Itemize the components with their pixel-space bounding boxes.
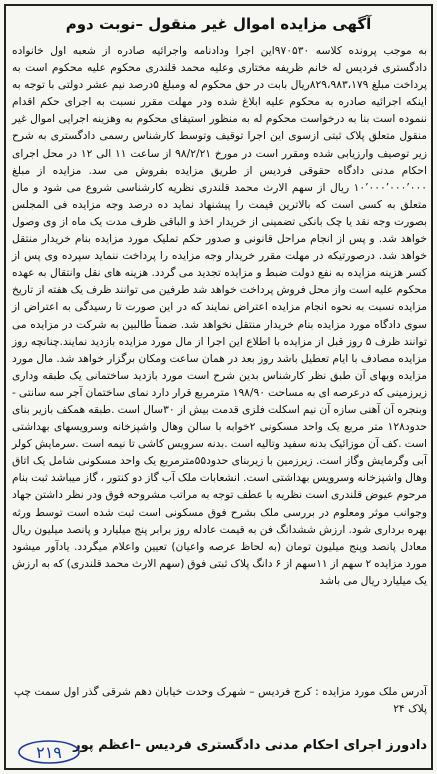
- svg-text:۲۱۹: ۲۱۹: [36, 743, 62, 762]
- notice-title: آگهی مزایده اموال غیر منقول –نوبت دوم: [65, 15, 372, 33]
- notice-body: به موجب پرونده کلاسه ۹۷۰۵۳۰این اجرا ودادنامه واجرائیه صادره از شعبه اول خانواده دادگستری فردیس له خانم ظریفه مختاری وعلیه محمد قلندری محکوم علیه محکوم است به پرداخت مبلغ ۸۲۹،۹۸۳،۱۷۹ریال بابت در حق محکوم له ومبلغ ۵درصد نیم عشر دولتی با توجه به اینکه اجرائیه صادره به محکوم علیه ابلاغ شده ودر مهلت مقرر نسبت به اجرای حکم اقدام ننموده است بنا به درخواست محکوم له به منظور استیفای محکوم به وهزینه اجرایی اموال غیر منقول متعلق پلاک ثبتی ازسوی این اجرا توقیف وتوسط کارشناس رسمی دادگستری به شرح زیر توصیف وارزیابی شده ومقرر است در مورخ ۹۸/۲/۲۱ از ساعت ۱۱ الی ۱۲ در محل اجرای احکام مدنی دادگاه حقوقی فردیس از طریق مزایده بفروش می سد. مزایده از مبلغ ۱۰٬۰۰۰٬۰۰۰٬۰۰۰ ریال از سهم الارث محمد قلندری نظریه کارشناسی شروع می شود و مال متعلق به کسی است که بالاترین قیمت را پیشنهاد نماید ده درصد وجه مزایده فی المجلس بصورت وجه نقد یا چک بانکی تضمینی از خریدار اخذ و الباقی ظرف مدت یک ماه از وی وصول خواهد شد. و پس از انجام مراحل قانونی و صدور حکم تملیک مورد مزایده بنام خریدار منتقل خواهد شد. درصورتیکه در مهلت مقرر خریدار وجه مزایده را پرداخت ننماید سپرده وی پس از کسر هزینه مزایده به نفع دولت ضبط و مزایده تجدید می گردد. هزینه های نقل وانتقال به عهده محکوم علیه است واز محل فروش پرداخت خواهد شد طرفین می توانند ظرف یک هفته از تاریخ مزایده نسبت به نحوه انجام مزایده اعتراض نمایند که در این صورت تا رسیدگی به اعتراض از سوی دادگاه مورد مزایده بنام خریدار منتقل نخواهد شد. ضمناً طالبین به شرکت در مزایده می توانند ظرف ۵ روز قبل از مزایده با اطلاع این اجرا از مال مورد مزایده بازدید نمایند.چنانچه روز مزایده مصادف با ایام تعطیل باشد روز بعد در همان ساعت ومکان برگزار خواهد شد. مال مورد مزایده وبهای آن طبق نظر کارشناس بدین شرح است مورد بازدید ساختمانی یک طبقه وداری زیرزمینی که درعرصه ای به مساحت ۱۹۸/۹۰ مترمربع قرار دارد نمای ساختمان آجر سه سانتی - وبنجره آن آهنی سازه آن نیم اسکلت فلزی قدمت بیش از ۳۰سال است .طبقه همکف بازیر بنای حدود۱۲۸ متر مربع یک واحد مسکونی ۲خوابه با سالن وهال واشپزخانه وسرویسهای بهداشتی است .کف آن موزائیک بدنه سفید وتالیه است .بدنه سرویس کاشی تا نیمه است .سرمایش کولر آبی وگرمایش وگاز است. زیرزمین با زیربنای حدود۵۵مترمربع یک واحد مسکونی شامل یک اتاق وهال واشپزخانه وسرویس بهداشتی است. انشعابات ملک آب گاز دو کنتور ، گاز میباشد ثبت بنام مرحوم عیوض قلندری است نظریه با عطف توجه به مراتب مشروحه فوق ودر نظر داشتن جهاد وجوانب موثر ومعلوم در بررسی ملک بشرح فوق مسکونی است ثبت شده است توسط ورثه بهره برداری شود. ارزش ششدانگ فن به قیمت عادله روز برابر پنج میلیارد و پانصد میلیون ریال معادل پانصد وپنج میلیون تومان (به لحاظ عرصه واعیان) تعیین واعلام میگردد. یادآور میشود مورد مزایده ۲ سهم از ۱۱سهم از ۶ دانگ پلاک ثبتی فوق (سهم الارث محمد قلندری) که به ارزش یک میلیارد ریال می باشد: [12, 44, 428, 587]
- handwritten-number: [14, 736, 84, 766]
- property-address: آدرس ملک مورد مزایده : کرج فردیس – شهرک وحدت خیابان دهم شرقی گذر اول سمت چپ پلاک ۲۴: [13, 685, 427, 715]
- signature-line: دادورز اجرای احکام مدنی دادگستری فردیس –اعظم پور: [73, 738, 427, 753]
